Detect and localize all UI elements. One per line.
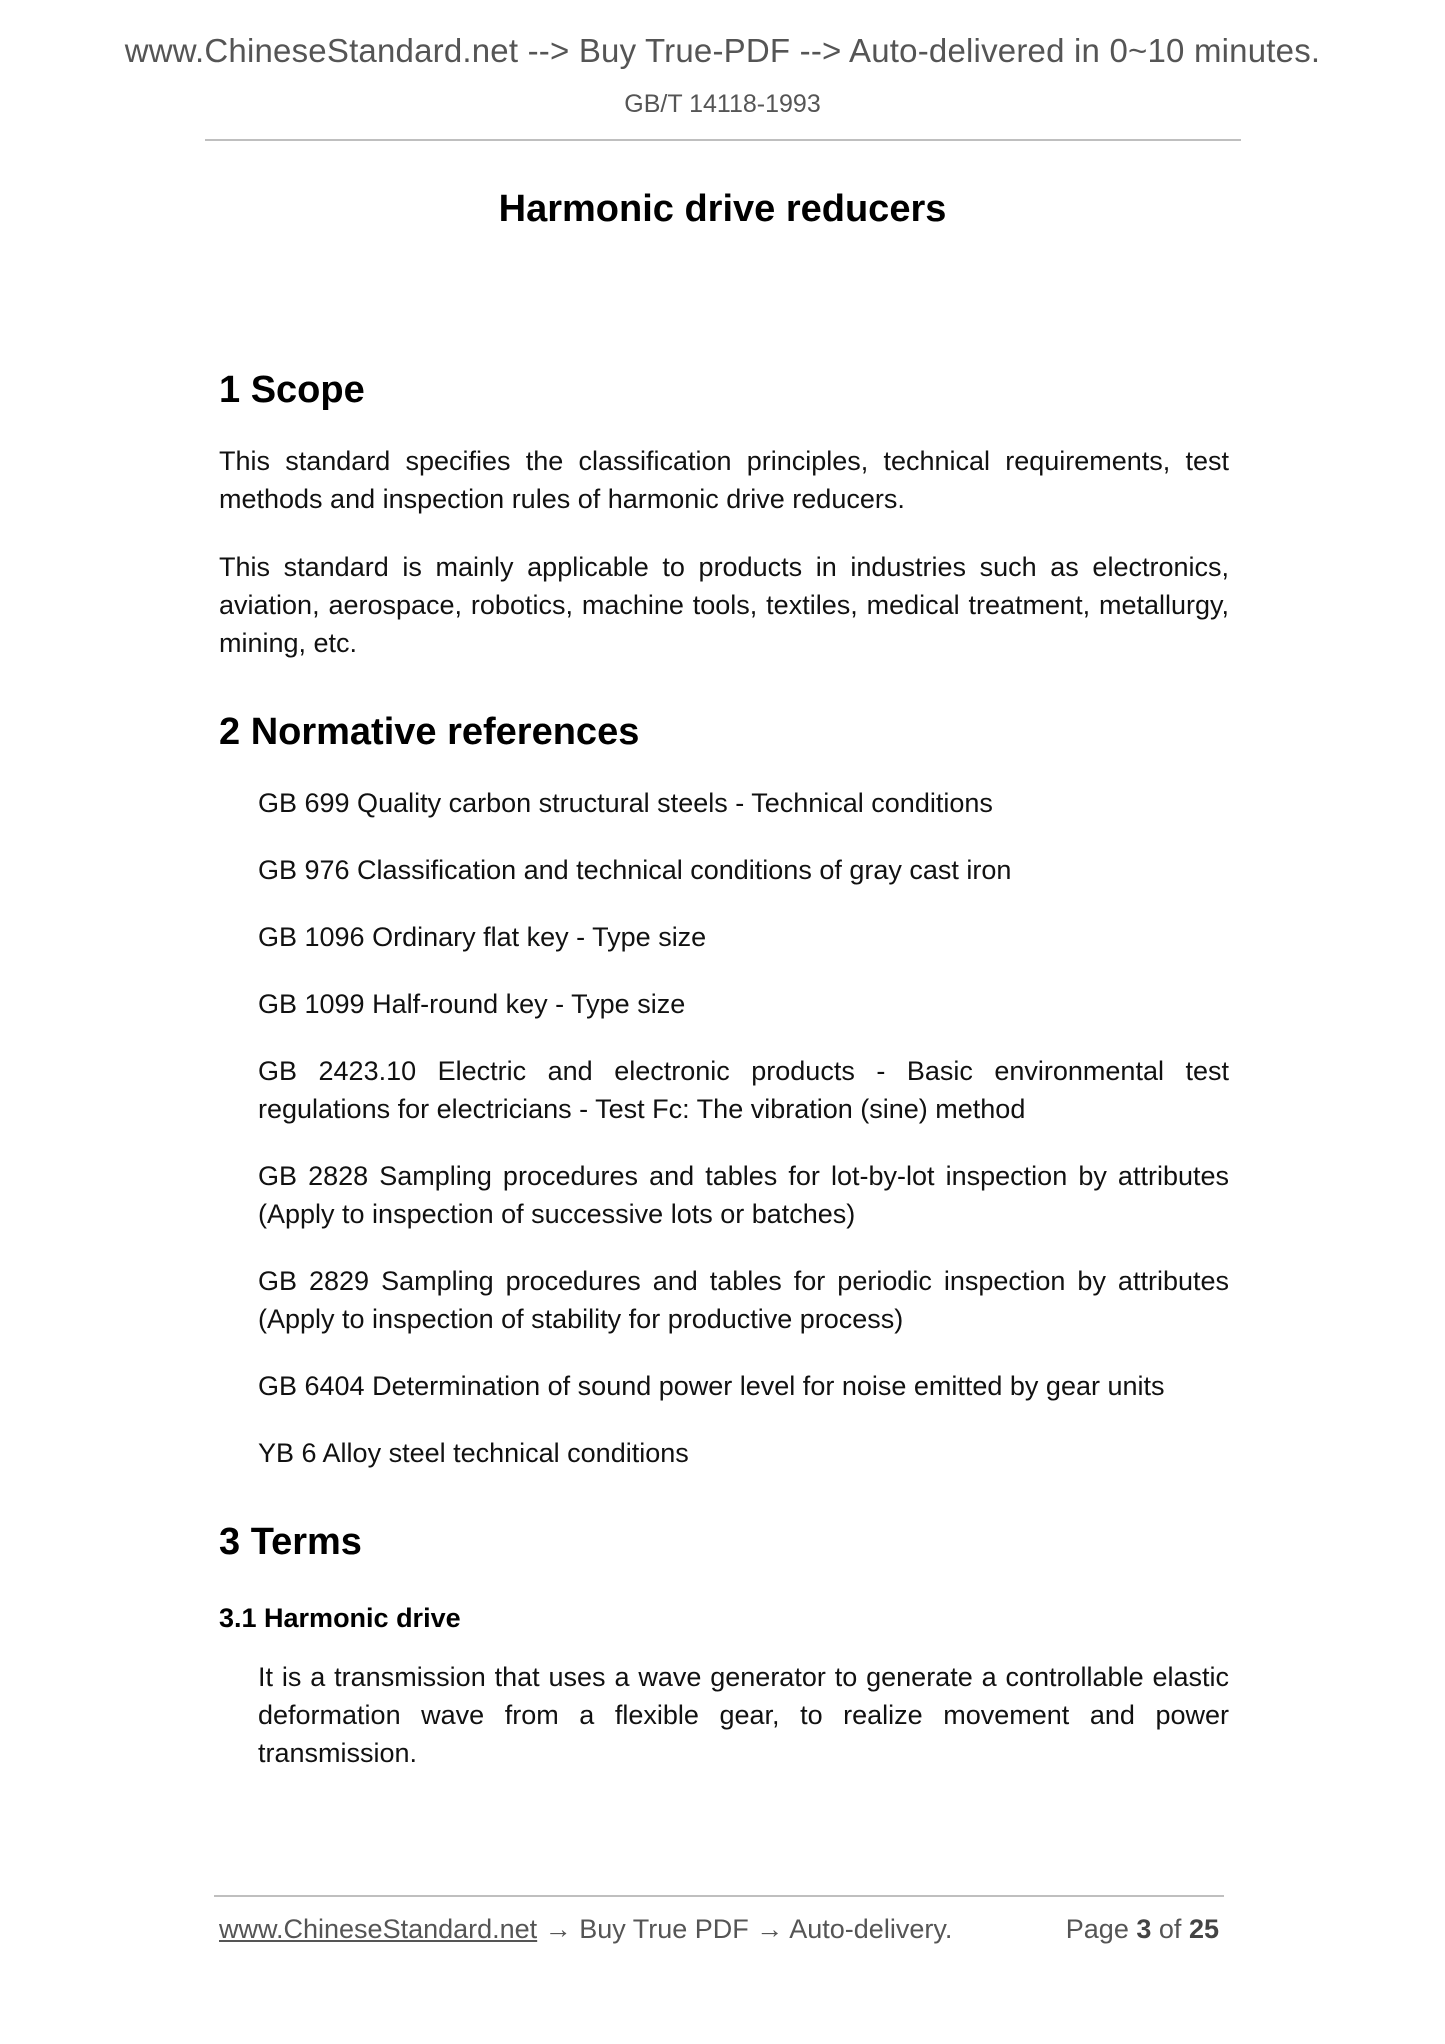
page-indicator — [1066, 1914, 1219, 1945]
document-title: Harmonic drive reducers — [498, 188, 947, 230]
footer-divider — [214, 1895, 1224, 1897]
reference-item: GB 1096 Ordinary flat key - Type size — [258, 922, 707, 952]
reference-item: YB 6 Alloy steel technical conditions — [258, 1438, 689, 1468]
reference-item: GB 976 Classification and technical conditions of gray cast iron — [258, 855, 1012, 885]
scope-paragraph-2: This standard is mainly applicable to products in industries such as electronics, aviation, aerospace, robotics, machine tools, textiles, medical treatment, metallurgy, mining, etc. — [219, 552, 1229, 658]
document-body — [219, 360, 1229, 1772]
reference-item: GB 1099 Half-round key - Type size — [258, 989, 686, 1019]
footer-left — [219, 1914, 952, 1945]
harmonic-drive-definition: It is a transmission that uses a wave generator to generate a controllable elastic deformation wave from a flexible gear, to realize movement and power transmission. — [258, 1662, 1229, 1768]
footer-tagline: → Buy True PDF → Auto-delivery. — [537, 1914, 953, 1944]
section-heading-normative-references: 2 Normative references — [219, 711, 640, 753]
section-heading-terms: 3 Terms — [219, 1521, 362, 1563]
page-label: Page — [1065, 1914, 1129, 1944]
reference-item: GB 6404 Determination of sound power level for noise emitted by gear units — [258, 1371, 1165, 1401]
page-total: 25 — [1188, 1914, 1219, 1944]
of-label: of — [1158, 1914, 1182, 1944]
section-heading-scope: 1 Scope — [219, 369, 365, 411]
reference-list — [258, 784, 1229, 1472]
scope-paragraph-1: This standard specifies the classification principles, technical requirements, test methods and inspection rules of harmonic drive reducers. — [219, 446, 1229, 514]
top-banner: www.ChineseStandard.net --> Buy True-PDF --> Auto-delivered in 0~10 minutes. — [124, 32, 1321, 69]
reference-item: GB 699 Quality carbon structural steels - Technical conditions — [258, 788, 993, 818]
reference-item: GB 2423.10 Electric and electronic products - Basic environmental test regulations for electricians - Test Fc: The vibration (sine) method — [258, 1056, 1229, 1124]
subsection-heading-harmonic-drive: 3.1 Harmonic drive — [219, 1603, 461, 1633]
reference-item: GB 2828 Sampling procedures and tables for lot-by-lot inspection by attributes (Apply to inspection of successive lots or batches) — [258, 1161, 1229, 1229]
reference-item: GB 2829 Sampling procedures and tables for periodic inspection by attributes (Apply to inspection of stability for productive process) — [258, 1266, 1229, 1334]
page-footer — [219, 1914, 1219, 1945]
header-divider — [205, 139, 1241, 141]
document-code: GB/T 14118-1993 — [624, 90, 821, 118]
page-number: 3 — [1136, 1914, 1152, 1944]
footer-site-link[interactable]: www.ChineseStandard.net — [219, 1914, 538, 1944]
